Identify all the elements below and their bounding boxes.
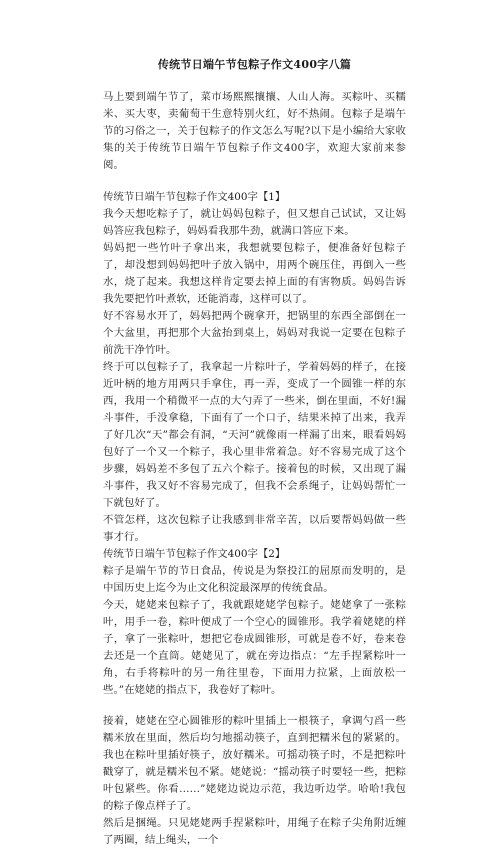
document-title: 传统节日端午节包粽子作文400字八篇 xyxy=(157,58,352,71)
paragraph: 妈妈把一些竹叶子拿出来，我想就要包粽子，便准备好包粽子了，却没想到妈妈把叶子放入锅中，用两个碗压住，再倒入一些水，烧了起来。我想这样肯定要去掉上面的有害物质。妈妈告诉我先要把竹叶煮软，还能消毒，这样可以了。 xyxy=(103,242,406,305)
paragraph: 接着，姥姥在空心圆锥形的粽叶里插上一根筷子，拿调勺舀一些糯米放在里面，然后均匀地摇动筷子，直到把糯米包的紧紧的。我也在粽叶里插好筷子，放好糯米。可摇动筷子时，不是把粽叶戳穿了，就是糯米包不紧。姥姥说：“摇动筷子时要轻一些，把粽叶包紧些。你看……”姥姥边说边示范，我边听边学。哈哈!我包的粽子像点样子了。 xyxy=(103,715,406,812)
paragraph: 然后是捆绳。只见姥姥两手捏紧粽叶，用绳子在粽子尖角附近缠了两圈，结上绳头，一个 xyxy=(103,817,406,846)
paragraph: 我今天想吃粽子了，就让妈妈包粽子，但又想自己试试，又让妈妈答应我包粽子，妈妈看我那牛劲，就满口答应下来。 xyxy=(103,208,406,237)
intro-block xyxy=(103,89,406,174)
paragraph: 终于可以包粽子了，我拿起一片粽叶子，学着妈妈的样子，在接近叶柄的地方用两只手拿住，再一弄，变成了一个圆锥一样的东西，我用一个稍微平一点的大勺弄了一些米，倒在里面，不好!漏斗事件，手没拿稳，下面有了一个口子，结果米掉了出来，我弄了好几次“天”都会有洞，“天河”就像雨一样漏了出来，眼看妈妈包好了一个又一个粽子，我心里非常着急。好不容易完成了这个步骤，妈妈差不多包了五六个粽子。接着包的时候，又出现了漏斗事件，我又好不容易完成了，但我不会系绳子，让妈妈帮忙一下就包好了。 xyxy=(103,361,406,509)
paragraph: 今天，姥姥来包粽子了，我就跟姥姥学包粽子。姥姥拿了一张粽叶，用手一卷，粽叶便成了一个空心的圆锥形。我学着姥姥的样子，拿了一张粽叶，想把它卷成圆锥形，可就是卷不好，卷来卷去还是一个直筒。姥姥见了，就在旁边指点：“左手捏紧粽叶一角，右手将粽叶的另一角往里卷，下面用力拉紧，上面放松一些。”在姥姥的指点下，我卷好了粽叶。 xyxy=(103,599,406,696)
section-3 xyxy=(103,713,406,849)
paragraph: 好不容易水开了，妈妈把两个碗拿开，把锅里的东西全部倒在一个大盆里，再把那个大盆抬到桌上，妈妈对我说一定要在包粽子前洗干净竹叶。 xyxy=(103,310,406,356)
section-2-heading: 传统节日端午节包粽子作文400字【2】 xyxy=(103,548,286,560)
section-1 xyxy=(103,189,406,546)
section-2 xyxy=(103,546,406,699)
paragraph: 粽子是端午节的节日食品，传说是为祭投江的屈原而发明的，是中国历史上迄今为止文化积淀最深厚的传统食品。 xyxy=(103,565,406,594)
paragraph: 不管怎样，这次包粽子让我感到非常辛苦，以后要帮妈妈做一些事才行。 xyxy=(103,514,406,543)
section-1-heading: 传统节日端午节包粽子作文400字【1】 xyxy=(103,191,286,203)
paragraph-gap xyxy=(103,699,406,713)
intro-paragraph: 马上要到端午节了，菜市场熙熙攘攘、人山人海。买粽叶、买糯米、买大枣，卖葡萄干生意特别火红，好不热闹。包粽子是端午节的习俗之一，关于包粽子的作文怎么写呢?以下是小编给大家收集的关于传统节日端午节包粽子作文400字，欢迎大家前来参阅。 xyxy=(103,91,406,171)
